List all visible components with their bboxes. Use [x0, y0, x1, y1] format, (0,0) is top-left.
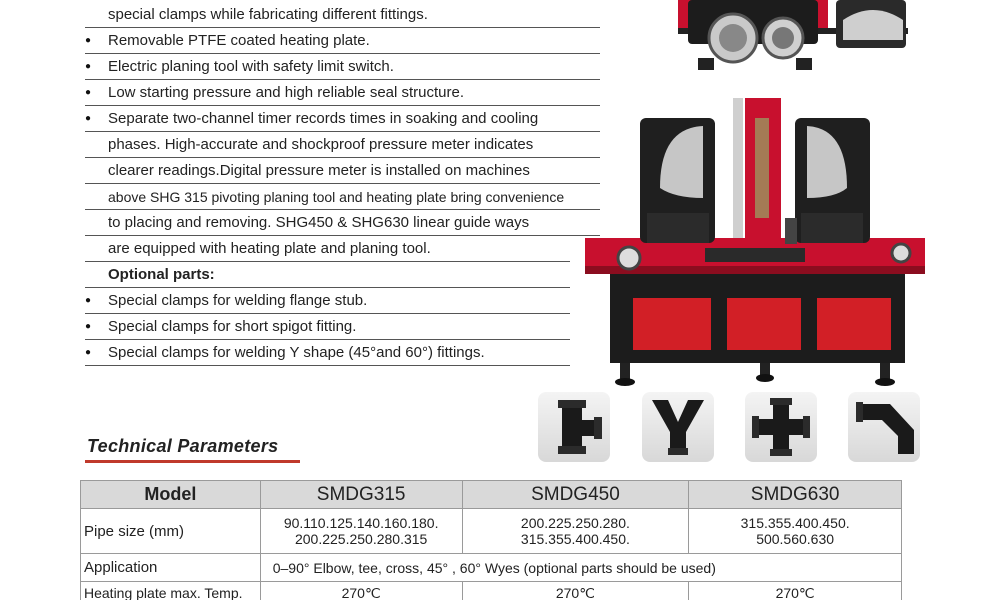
feature-text: phases. High-accurate and shockproof pressure meter indicates: [108, 136, 534, 153]
feature-text: above SHG 315 pivoting planing tool and heating plate bring convenience: [108, 188, 565, 205]
bullet-icon: [85, 321, 108, 332]
feature-text: Low starting pressure and high reliable seal structure.: [108, 84, 465, 101]
feature-text: Special clamps for welding Y shape (45°and 60°) fittings.: [108, 344, 485, 361]
feature-line-4: [85, 80, 600, 106]
cell-line: 90.110.125.140.160.180.: [283, 515, 439, 531]
feature-line-9: [85, 210, 600, 236]
feature-text: Optional parts:: [108, 266, 215, 283]
machine-photo-main: [585, 98, 925, 388]
bullet-icon: [85, 87, 108, 98]
table-row: [81, 582, 902, 600]
bullet-icon: [85, 347, 108, 358]
table-cell: 270℃: [462, 582, 689, 600]
header-cell: SMDG630: [689, 481, 902, 509]
table-header-row: [81, 481, 902, 509]
feature-text: are equipped with heating plate and planing tool.: [108, 240, 431, 257]
cell-line: 500.560.630: [756, 531, 835, 547]
feature-line-6: [85, 132, 600, 158]
feature-text: Removable PTFE coated heating plate.: [108, 32, 370, 49]
cross-fitting-icon: [745, 392, 817, 462]
feature-line-2: [85, 28, 600, 54]
feature-text: clearer readings.Digital pressure meter is installed on machines: [108, 162, 530, 179]
bullet-icon: [85, 113, 108, 124]
wye-fitting-icon: [642, 392, 714, 462]
elbow-fitting-icon: [848, 392, 920, 462]
table-row: [81, 554, 902, 582]
table-cell: 0–90° Elbow, tee, cross, 45° , 60° Wyes (optional parts should be used): [260, 554, 901, 582]
table-row: [81, 509, 902, 554]
feature-line-12: [85, 288, 570, 314]
feature-text: Special clamps for welding flange stub.: [108, 292, 368, 309]
feature-text: to placing and removing. SHG450 & SHG630 linear guide ways: [108, 214, 530, 231]
feature-text: Separate two-channel timer records times in soaking and cooling: [108, 110, 539, 127]
header-cell: SMDG450: [462, 481, 689, 509]
bullet-icon: [85, 35, 108, 46]
feature-line-13: [85, 314, 570, 340]
cell-line: 200.225.250.280.315: [294, 531, 428, 547]
machine-photo-top: [678, 0, 908, 72]
table-cell: [689, 509, 902, 554]
cell-line: 315.355.400.450.: [520, 531, 630, 547]
table-cell: [260, 509, 462, 554]
cell-line: 200.225.250.280.: [520, 515, 630, 531]
title-underline: [85, 460, 300, 463]
tee-fitting-icon: [538, 392, 610, 462]
row-label: Heating plate max. Temp.: [81, 582, 261, 600]
feature-line-10: [85, 236, 570, 262]
row-label: Application: [81, 554, 261, 582]
feature-line-1: [85, 2, 600, 28]
tech-params-table: [80, 480, 902, 600]
bullet-icon: [85, 295, 108, 306]
header-cell: Model: [81, 481, 261, 509]
tech-params-title: Technical Parameters: [87, 436, 279, 456]
feature-line-7: [85, 158, 600, 184]
feature-line-3: [85, 54, 600, 80]
table-cell: [462, 509, 689, 554]
table-cell: 270℃: [260, 582, 462, 600]
cell-line: 315.355.400.450.: [740, 515, 850, 531]
row-label: Pipe size (mm): [81, 509, 261, 554]
feature-text: Electric planing tool with safety limit switch.: [108, 58, 394, 75]
feature-line-14: [85, 340, 570, 366]
feature-text: special clamps while fabricating different fittings.: [108, 6, 428, 23]
feature-text: Special clamps for short spigot fitting.: [108, 318, 357, 335]
optional-parts-heading: [85, 262, 570, 288]
feature-line-5: [85, 106, 600, 132]
header-cell: SMDG315: [260, 481, 462, 509]
table-cell: 270℃: [689, 582, 902, 600]
feature-line-8: [85, 184, 600, 210]
bullet-icon: [85, 61, 108, 72]
